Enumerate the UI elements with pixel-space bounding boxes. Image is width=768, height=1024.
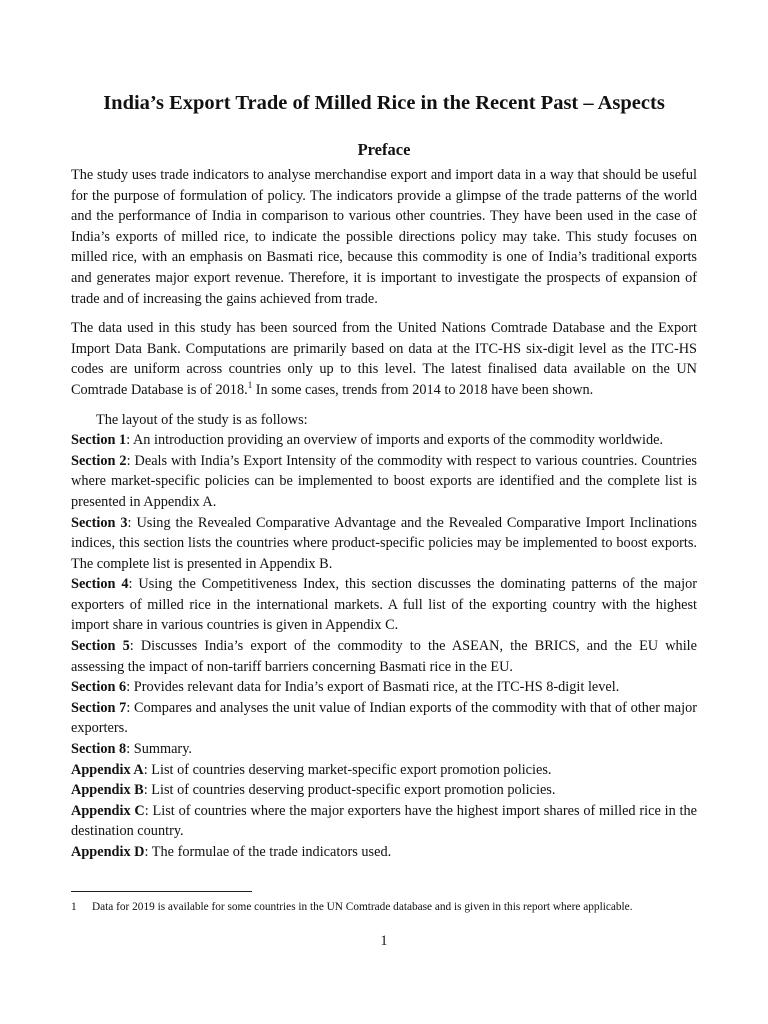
appendix-description: : List of countries where the major exporters have the highest import shares of milled rice in the destination country. — [71, 802, 697, 840]
appendix-description: : List of countries deserving market-specific export promotion policies. — [143, 761, 552, 778]
section-label: Section 7 — [71, 699, 127, 716]
preface-heading: Preface — [357, 140, 411, 159]
section-label: Section 3 — [71, 514, 128, 531]
page-number: 1 — [380, 933, 388, 949]
footnote — [71, 899, 711, 915]
paragraph-2 — [71, 318, 697, 400]
section-description: : Provides relevant data for India’s export of Basmati rice, at the ITC-HS 8-digit level. — [126, 679, 620, 696]
section-description: : Discusses India’s export of the commodity to the ASEAN, the BRICS, and the EU while assessing the impact of non-tariff barriers concerning Basmati rice in the EU. — [71, 638, 697, 675]
appendix-a-item — [71, 760, 697, 781]
section-description: : Using the Competitiveness Index, this section discusses the dominating patterns of the major exporters of milled rice in the international markets. A full list of the exporting country with the highest import share in various countries is given in Appendix C. — [71, 576, 697, 634]
paragraph-1: The study uses trade indicators to analyse merchandise export and import data in a way that should be useful for the purpose of formulation of policy. The indicators provide a glimpse of the trade patterns of the world and the performance of India in comparison to various other countries. They have been used in the case of India’s exports of milled rice, to indicate the possible directions policy may take. This study focuses on milled rice, with an emphasis on Basmati rice, because this commodity is one of India’s traditional exports and generates major export revenue. Therefore, it is important to investigate the prospects of expansion of trade and of increasing the gains achieved from trade. — [71, 167, 697, 307]
section-2-item — [71, 451, 697, 513]
section-description: : An introduction providing an overview of imports and exports of the commodity worldwide. — [126, 432, 664, 449]
layout-intro: The layout of the study is as follows: — [96, 411, 308, 428]
section-3-item — [71, 513, 697, 575]
appendix-d-item — [71, 842, 697, 863]
appendix-description: : List of countries deserving product-specific export promotion policies. — [143, 782, 556, 799]
section-label: Section 6 — [71, 679, 127, 696]
section-label: Section 1 — [71, 432, 127, 449]
appendix-label: Appendix D — [71, 844, 145, 860]
appendix-label: Appendix A — [71, 761, 144, 778]
section-label: Section 2 — [71, 452, 127, 469]
section-4-item — [71, 574, 697, 636]
section-label: Section 4 — [71, 576, 129, 593]
appendix-label: Appendix B — [71, 782, 144, 799]
section-8-item — [71, 739, 697, 760]
section-label: Section 8 — [71, 741, 127, 758]
footnote-reference[interactable]: 1 — [247, 380, 253, 391]
section-description: : Deals with India’s Export Intensity of the commodity with respect to various countries. Countries where market-specific policies can be implemented to boost exports are identified and the complete list is presented in Appendix A. — [71, 452, 697, 510]
appendix-label: Appendix C — [71, 802, 145, 819]
paragraph-2-text-continued: In some cases, trends from 2014 to 2018 have been shown. — [252, 381, 594, 398]
footnote-text: Data for 2019 is available for some countries in the UN Comtrade database and is given in this report where applicable. — [92, 901, 633, 913]
paragraph-2-text: The data used in this study has been sourced from the United Nations Comtrade Database and the Export Import Data Bank. Computations are primarily based on data at the ITC-HS six-digit level as the ITC-HS codes are uniform across countries only up to this level. The latest finalised data available on the UN Comtrade Database is of 2018. — [71, 320, 697, 398]
section-description: : Summary. — [126, 741, 192, 758]
section-description: : Compares and analyses the unit value of Indian exports of the commodity with that of other major exporters. — [71, 699, 697, 737]
appendix-b-item — [71, 780, 697, 801]
section-6-item — [71, 677, 697, 698]
section-5-item — [71, 636, 697, 677]
footnote-divider — [71, 891, 252, 892]
section-7-item — [71, 698, 697, 739]
section-label: Section 5 — [71, 638, 130, 655]
section-description: : Using the Revealed Comparative Advantage and the Revealed Comparative Import Inclinations indices, this section lists the countries where product-specific policies may be implemented to boost exports. The complete list is presented in Appendix B. — [71, 514, 697, 572]
footnote-number: 1 — [71, 901, 77, 913]
appendix-c-item — [71, 801, 697, 842]
document-title: India’s Export Trade of Milled Rice in the Recent Past – Aspects — [103, 92, 665, 114]
preface-body — [71, 165, 697, 863]
appendix-description: : The formulae of the trade indicators used. — [144, 844, 392, 860]
section-1-item — [71, 430, 697, 451]
